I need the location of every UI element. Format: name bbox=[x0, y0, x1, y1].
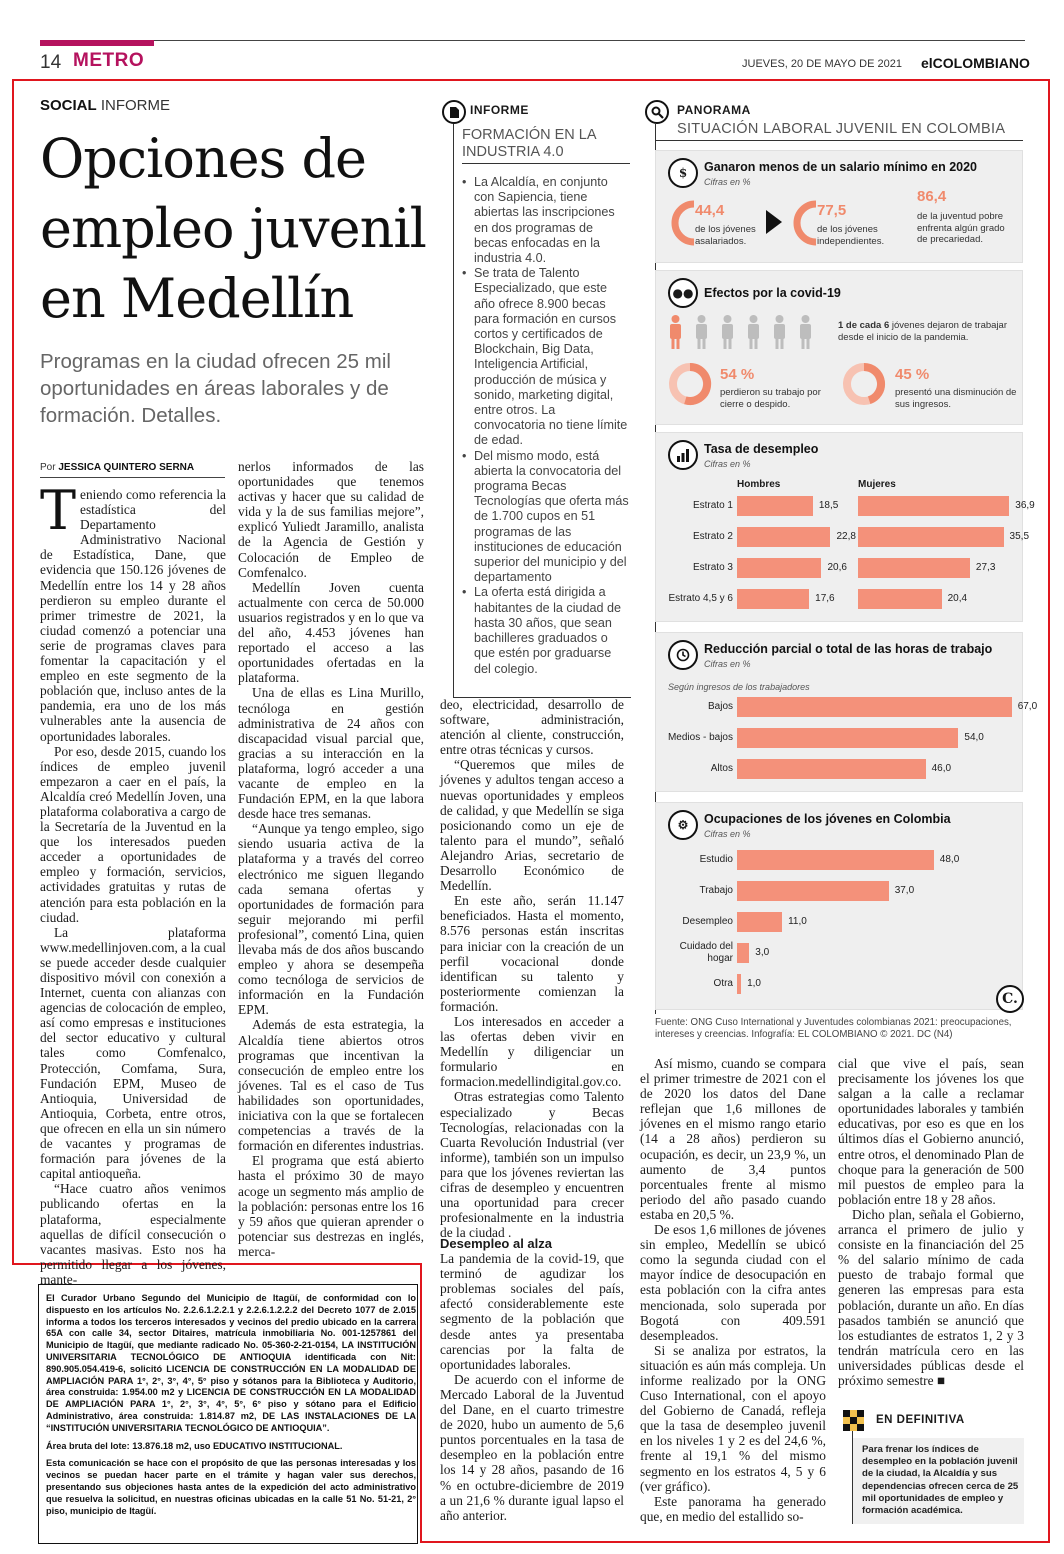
list-item: • La oferta está dirigida a habitantes de la ciudad de hasta 30 años, que sean bachilleres graduados o que estén por graduarse del colegio. bbox=[462, 585, 630, 676]
value-label: 27,3 bbox=[975, 562, 996, 573]
paragraph: La pandemia de la covid-19, que terminó de agudizar los problemas sociales del país, afectó considerablemente este segmento de la población que desde antes ya presentaba carencias por la falta de oportunidades laborales. bbox=[440, 1251, 624, 1372]
panorama-title: SITUACIÓN LABORAL JUVENIL EN COLOMBIA bbox=[677, 121, 1006, 137]
legend-hombres: Hombres bbox=[737, 479, 781, 490]
category-label: Desempleo bbox=[682, 916, 733, 927]
ring-77-icon bbox=[786, 200, 820, 246]
paragraph: El programa que está abierto hasta el próximo 30 de mayo acoge un segmento más amplio de la población: personas entre los 16 y 59 años que quieran aprender o potenciar sus destrezas en inglés, merca- bbox=[238, 1153, 424, 1259]
salario-value-1: 44,4 bbox=[695, 202, 725, 219]
salario-title: Ganaron menos de un salario mínimo en 2020 bbox=[704, 160, 977, 174]
issue-date: JUEVES, 20 DE MAYO DE 2021 bbox=[742, 58, 902, 70]
definitiva-rule bbox=[852, 1431, 853, 1524]
value-label: 67,0 bbox=[1017, 701, 1038, 712]
salario-cifras: Cifras en % bbox=[704, 177, 751, 187]
paragraph: En este año, serán 11.147 beneficiados. Hasta el momento, 8.576 personas están inscritas para iniciar con la creación de un perfil vocacional donde identifican su talento y posteriormente comienzan la formación. bbox=[440, 893, 624, 1014]
value-label: 17,6 bbox=[815, 593, 835, 604]
value-label: 20,6 bbox=[827, 562, 847, 573]
paragraph: Otras estrategias como Talento especializado y Becas Tecnologías, relacionadas con la Cuarta Revolución Industrial (ver informe), también son un impulso para que los jóvenes reviertan las cifras de desempleo y encuentren una oportunidad para crecer profesionalmente en la industria de la ciudad . bbox=[440, 1089, 624, 1241]
value-label: 11,0 bbox=[788, 916, 807, 927]
bar bbox=[737, 912, 782, 932]
desempleo-title: Tasa de desempleo bbox=[704, 442, 819, 456]
paragraph: Así mismo, cuando se compara el primer trimestre de 2021 con el de 2020 los datos del Dane reflejan que 1,6 millones de jóvenes en el mismo rango etario (14 a 28 años) perdieron su ocupación, es decir, un 23,9 %, un aumento de 3,4 puntos porcentuales frente al mismo periodo del año pasado cuando estaba en 20,5 %. bbox=[640, 1056, 826, 1222]
bar-mujeres bbox=[858, 589, 942, 609]
salario-text-3: de la juventud pobre enfrenta algún grado de precariedad. bbox=[917, 211, 1005, 245]
ring-54-icon bbox=[668, 362, 712, 406]
value-label: 37,0 bbox=[894, 885, 915, 896]
page-number: 14 bbox=[40, 52, 62, 73]
bar bbox=[737, 850, 934, 870]
section-name: METRO bbox=[73, 50, 145, 71]
byline-rule bbox=[40, 477, 225, 478]
value-label: 3,0 bbox=[755, 947, 770, 958]
bar bbox=[737, 697, 1012, 717]
definitiva-text: Para frenar los índices de desempleo en la población juvenil de la ciudad, la Alcaldía y sus dependencias ofrecen cerca de 25 mil oportunidades de empleo y formación académica. bbox=[862, 1444, 1019, 1517]
article-column-3 bbox=[440, 697, 624, 1241]
infographic-source: Fuente: ONG Cuso International y Juventudes colombianas 2021: preocupaciones, intereses y creencias. Infografía: EL COLOMBIANO © 2021. DC (N4) bbox=[655, 1017, 1012, 1040]
paragraph: Además de esta estrategia, la Alcaldía tiene abiertos otros programas que incentivan la consecución de empleo entre los jóvenes. Tal es el caso de Tus habilidades son oportunidades, iniciativa con la que se fortalecen competencias a través de la formación en diferentes industrias. bbox=[238, 1017, 424, 1154]
document-icon bbox=[442, 100, 466, 124]
horas-cifras: Cifras en % bbox=[704, 659, 751, 669]
salario-text-2: de los jóvenes independientes. bbox=[817, 224, 885, 247]
ocupaciones-title: Ocupaciones de los jóvenes en Colombia bbox=[704, 812, 951, 826]
legal-paragraph: Esta comunicación se hace con el propósito de que las personas interesadas y los vecinos se puedan hacer parte en el trámite y hagan valer sus derechos, presentando sus objeciones hasta antes de la expedición del acto administrativo que resuelva la solicitud, en nuestras oficinas ubicadas en la calle 51 No. 51-21, 2° piso, municipio de Itagüí. bbox=[46, 1458, 416, 1516]
salario-text-1: de los jóvenes asalariados. bbox=[695, 224, 756, 247]
money-hand-icon: $ bbox=[668, 158, 698, 188]
person-icon bbox=[772, 315, 787, 349]
value-label: 46,0 bbox=[931, 763, 952, 774]
paragraph: Si se analiza por estratos, la situación es aún más compleja. Un informe realizado por la ONG Cuso International, con el apoyo del Gobierno de Canadá, refleja que la tasa de desempleo juvenil en los niveles 1 y 2 es del 24,6 %, frente al 19,1 % del mismo segmento en los estratos 4, 5 y 6 (ver gráfico). bbox=[640, 1342, 826, 1494]
person-icon bbox=[694, 315, 709, 349]
covid-text-2: presentó una disminución de sus ingresos. bbox=[895, 387, 1017, 410]
ring-44-icon bbox=[664, 200, 698, 246]
highlight-frame-right bbox=[1048, 1263, 1050, 1543]
bar bbox=[737, 728, 958, 748]
paragraph: deo, electricidad, desarrollo de software, administración, atención al cliente, construcción, entre otras técnicas y cursos. bbox=[440, 697, 624, 758]
paragraph: De acuerdo con el informe de Mercado Laboral de la Juventud del Dane, en el cuarto trimestre de 2020, hubo un aumento de 5,6 puntos porcentuales en la tasa de desempleo en la población entre los 14 y 28 años, pasando de 16 % en octubre-diciembre de 2019 a un 21,6 % durante igual lapso el año anterior. bbox=[440, 1371, 624, 1523]
ring-45-icon bbox=[842, 362, 886, 406]
legal-notice bbox=[46, 1293, 416, 1523]
value-label: 35,5 bbox=[1009, 531, 1030, 542]
value-label: 18,5 bbox=[818, 500, 839, 511]
bar-chart-icon bbox=[668, 440, 698, 470]
subhead: Desempleo al alza bbox=[440, 1236, 552, 1251]
paragraph: “Hace cuatro años venimos publicando ofertas en la plataforma, especialmente aquellas de difícil consecución o vacantes masivas. Esto nos ha permitido llegar a los jóvenes, mante- bbox=[40, 1181, 226, 1287]
checker-icon bbox=[843, 1410, 865, 1432]
article-column-1 bbox=[40, 479, 226, 1287]
informe-rule-left bbox=[453, 124, 454, 697]
horas-chart bbox=[655, 695, 1038, 790]
bar bbox=[737, 881, 889, 901]
category-label: Cuidado del hogar bbox=[679, 941, 733, 964]
bar-hombres bbox=[737, 589, 809, 609]
bar bbox=[737, 759, 926, 779]
article-column-2 bbox=[238, 459, 424, 1259]
desempleo-cifras: Cifras en % bbox=[704, 459, 751, 469]
horas-title: Reducción parcial o total de las horas de trabajo bbox=[704, 642, 993, 656]
category-label: Estrato 4,5 y 6 bbox=[668, 593, 733, 604]
value-label: 20,4 bbox=[947, 593, 968, 604]
people-group-icon: ●● bbox=[668, 278, 698, 308]
horas-note: Según ingresos de los trabajadores bbox=[668, 682, 810, 692]
highlight-frame-inner bbox=[420, 1263, 422, 1543]
bar bbox=[737, 943, 749, 963]
header-rule bbox=[40, 40, 1025, 41]
value-label: 36,9 bbox=[1015, 500, 1035, 511]
covid-ratio: 1 de cada 6 jóvenes dejaron de trabajar desde el inicio de la pandemia. bbox=[838, 320, 1008, 343]
paragraph: Una de ellas es Lina Murillo, tecnóloga en gestión administrativa de 24 años con discapacidad visual parcial que, gracias a su interacción en la plataforma, logró acceder a una vacante de empleo en la Fundación EPM, en la que labora desde hace tres semanas. bbox=[238, 685, 424, 822]
informe-label: INFORME bbox=[470, 103, 529, 117]
head-gear-icon: ⚙ bbox=[668, 810, 698, 840]
category-label: Altos bbox=[710, 763, 733, 774]
category-label: Bajos bbox=[707, 701, 733, 712]
magnifier-icon bbox=[645, 100, 669, 124]
bar-hombres bbox=[737, 527, 830, 547]
salario-value-2: 77,5 bbox=[817, 202, 847, 219]
bar-mujeres bbox=[858, 558, 970, 578]
category-label: Estudio bbox=[699, 854, 733, 865]
category-label: Medios - bajos bbox=[667, 732, 733, 743]
bar-hombres bbox=[737, 558, 821, 578]
desempleo-chart bbox=[655, 494, 1035, 619]
person-icon bbox=[720, 315, 735, 349]
brand-logo-icon: C. bbox=[996, 985, 1024, 1013]
paragraph: nerlos informados de las oportunidades que tenemos activas y hacer que su calidad de vida y la de sus familias mejore”, explicó Yuliedt Jaramillo, analista de la Agencia de Gestión y Colocación de Empleo de Comfenalco. bbox=[238, 459, 424, 580]
salario-value-3: 86,4 bbox=[917, 188, 947, 205]
list-item: • Del mismo modo, está abierta la convocatoria del programa Becas Tecnologías que oferta más de 1.700 cupos en 51 programas de las instituciones de educación superior del municipio y del departamento bbox=[462, 449, 630, 586]
covid-value-1: 54 % bbox=[720, 366, 755, 383]
paragraph: Por eso, desde 2015, cuando los índices de empleo juvenil empezaron a caer en el país, la Alcaldía creó Medellín Joven, una plataforma colaborativa a cargo de la Secretaría de la Juventud en la que los interesados pueden acceder a oportunidades de empleo y formación, servicios, actividades gratuitas y rutas de atención para esta población en la ciudad. bbox=[40, 743, 226, 925]
panorama-title-rule bbox=[655, 140, 1023, 141]
value-label: 22,8 bbox=[836, 531, 856, 542]
informe-title: FORMACIÓN EN LA INDUSTRIA 4.0 bbox=[462, 127, 596, 160]
list-item: • La Alcaldía, en conjunto con Sapiencia, tiene abiertas las inscripciones en dos programas de becas enfocadas en la industria 4.0. bbox=[462, 175, 630, 266]
list-item: • Se trata de Talento Especializado, que este año ofrece 8.900 becas para formación en cursos cortos y certificados de Blockchain, Big Data, Inteligencia Artificial, producción de música y sonido, marketing digital, entre otros. La convocatoria no tiene límite de edad. bbox=[462, 266, 630, 448]
panorama-label: PANORAMA bbox=[677, 103, 751, 117]
legend-mujeres: Mujeres bbox=[858, 479, 896, 490]
category-label: Otra bbox=[713, 978, 733, 989]
paragraph: Medellín Joven cuenta actualmente con cerca de 50.000 usuarios registrados y en lo que va del año, 4.453 jóvenes han reportado el acceso a las oportunidades ofertadas en la plataforma. bbox=[238, 579, 424, 686]
paragraph: “Queremos que miles de jóvenes y adultos tengan acceso a nuevas oportunidades y empleos de calidad, y que Medellín se siga posicionando como un eje de talento para el mundo”, señaló Alejandro Arias, secretario de Desarrollo Económico de Medellín. bbox=[440, 757, 624, 894]
bar-mujeres bbox=[858, 496, 1009, 516]
article-column-4 bbox=[640, 1056, 826, 1532]
dropcap: T bbox=[40, 479, 77, 542]
legal-paragraph: El Curador Urbano Segundo del Municipio de Itagüí, de conformidad con lo dispuesto en los artículos No. 2.2.6.1.2.2.1 y 2.2.6.1.2.2.2 del Decreto 1077 de 2.015 informa a todos los terceros interesados y vecinos del predio ubicado en la carrera 65A con calle 34, sector Ditaires, matrícula inmobiliaria No. 001-1257861 del Municipio de Itagüí, que mediante radicado No. 05-360-2-21-0154, LA INSTITUCIÓN UNIVERSITARIA TECNOLÓGICO DE ANTIOQUIA identificada con Nit: 890.905.054.419-6, solicitó LICENCIA DE CONSTRUCCIÓN EN LA MODALIDAD DE AMPLIACIÓN PARA 1°, 2°, 3°, 4°, 5° piso y sótanos para la Biblioteca y Auditorio, área construida: 1.954.00 m2 y LICENCIA DE CONSTRUCCIÓN EN LA MODALIDAD DE AMPLIACIÓN PARA 1°, 2°, 3°, 4°, 5°, 6° piso y sótano para el Edificio Administrativo, área construida: 1.814.87 m2, DE LAS INSTALACIONES DE LA “INSTITUCIÓN UNIVERSITARIA TECNOLÓGICO DE ANTIOQUIA”. bbox=[46, 1293, 416, 1433]
paragraph: Dicho plan, señala el Gobierno, arranca el primero de julio y consiste en la financiación del 25 % del salario mínimo de cada puesto de trabajo formal que generen las empresas para esta población, durante un año. En días pasados también se anunció que los estudiantes de estratos 1, 2 y 3 tendrán matrícula cero en las universidades públicas desde el próximo semestre ■ bbox=[838, 1206, 1024, 1388]
person-icon bbox=[746, 315, 761, 349]
value-label: 1,0 bbox=[747, 978, 761, 989]
highlight-frame-bottom bbox=[420, 1541, 1050, 1543]
bar bbox=[737, 974, 741, 994]
legal-paragraph: Área bruta del lote: 13.876.18 m2, uso EDUCATIVO INSTITUCIONAL. bbox=[46, 1440, 343, 1451]
section-color-bar bbox=[40, 40, 154, 46]
ocupaciones-cifras: Cifras en % bbox=[704, 829, 751, 839]
paragraph: eniendo como referencia la estadística del Departamento Administrativo Nacional de Estadística, Dane, que evidencia que 150.126 jóvenes de Medellín entre los 14 y 28 años perdieron su empleo durante el primer trimestre de 2021, la ciudad comenzó a potenciar una serie de programas claves para fomentar la capacitación y el empleo en este segmento de la población que, incluso antes de la pandemia, era uno de los más vulnerables ante la ausencia de oportunidades laborales. bbox=[40, 487, 226, 744]
ocupaciones-chart bbox=[655, 848, 1023, 1000]
paragraph: Este panorama ha generado que, en medio del estallido so- bbox=[640, 1493, 826, 1524]
category-label: Estrato 3 bbox=[692, 562, 733, 573]
clock-icon bbox=[668, 640, 698, 670]
bar-hombres bbox=[737, 496, 813, 516]
bar-mujeres bbox=[858, 527, 1004, 547]
arrow-right-icon bbox=[766, 210, 782, 234]
value-label: 54,0 bbox=[964, 732, 984, 743]
category-label: Estrato 1 bbox=[692, 500, 733, 511]
informe-title-rule bbox=[462, 163, 630, 164]
covid-text-1: perdieron su trabajo por cierre o despido. bbox=[720, 387, 821, 410]
article-column-3b bbox=[440, 1232, 624, 1532]
dek: Programas en la ciudad ofrecen 25 mil oportunidades en áreas laborales y de formación. Detalles. bbox=[40, 350, 391, 427]
people-row bbox=[668, 315, 828, 351]
paragraph: La plataforma www.medellinjoven.com, a la cual se puede acceder desde cualquier dispositivo móvil con conexión a Internet, cuenta con alianzas con agencias de colocación de empleo, así como empresas e instituciones del sector educativo y cultural tales como Comfenalco, Protección, Comfama, Sura, Fundación EPM, Museo de Antioquia, Universidad de Antioquia, Corbeta, entre otros, que ofrecen en ella un sin número de vacantes y programas de formación para jóvenes de la capital antioqueña. bbox=[40, 924, 226, 1182]
person-icon-highlight bbox=[668, 315, 683, 349]
paragraph: cial que vive el país, sean precisamente los jóvenes los que salgan a la calle a reclamar oportunidades laborales y también educativas, por eso es que en los últimos días el Gobierno anunció, entre otros, el denominado Plan de choque para la generación de 500 mil puestos de empleo para la población entre 18 y 28 años. bbox=[838, 1056, 1024, 1207]
newspaper-brand: elCOLOMBIANO bbox=[921, 55, 1030, 71]
category-label: Estrato 2 bbox=[692, 531, 733, 542]
byline: Por JESSICA QUINTERO SERNA bbox=[40, 462, 195, 473]
paragraph: De esos 1,6 millones de jóvenes sin empleo, Medellín se ubicó como la segunda ciudad con el mayor índice de desocupación en esta población con la cifra antes mencionada, solo superada por Bogotá con 409.591 desempleados. bbox=[640, 1222, 826, 1343]
paragraph: “Aunque ya tengo empleo, sigo siendo usuaria activa de la plataforma y a través del correo electrónico me siguen llegando cada semana ofertas y oportunidades de formación para seguir mejorando mi perfil profesional”, comentó Lina, quien llevaba más de dos años buscando empleo y ahora se desempeña como tecnóloga de servicios de información en la Fundación EPM. bbox=[238, 821, 424, 1018]
paragraph: Los interesados en acceder a las ofertas deben vivir en Medellín y diligenciar un formulario en formacion.medellindigital.gov.co. bbox=[440, 1013, 624, 1090]
article-column-5 bbox=[838, 1056, 1024, 1386]
informe-list bbox=[462, 175, 630, 677]
definitiva-label: EN DEFINITIVA bbox=[876, 1414, 965, 1426]
headline: Opciones de empleo juvenil en Medellín bbox=[40, 127, 426, 330]
category-label: Trabajo bbox=[699, 885, 733, 896]
person-icon bbox=[798, 315, 813, 349]
value-label: 48,0 bbox=[939, 854, 960, 865]
covid-title: Efectos por la covid-19 bbox=[704, 286, 841, 300]
kicker: SOCIAL INFORME bbox=[40, 97, 171, 114]
covid-value-2: 45 % bbox=[895, 366, 930, 383]
